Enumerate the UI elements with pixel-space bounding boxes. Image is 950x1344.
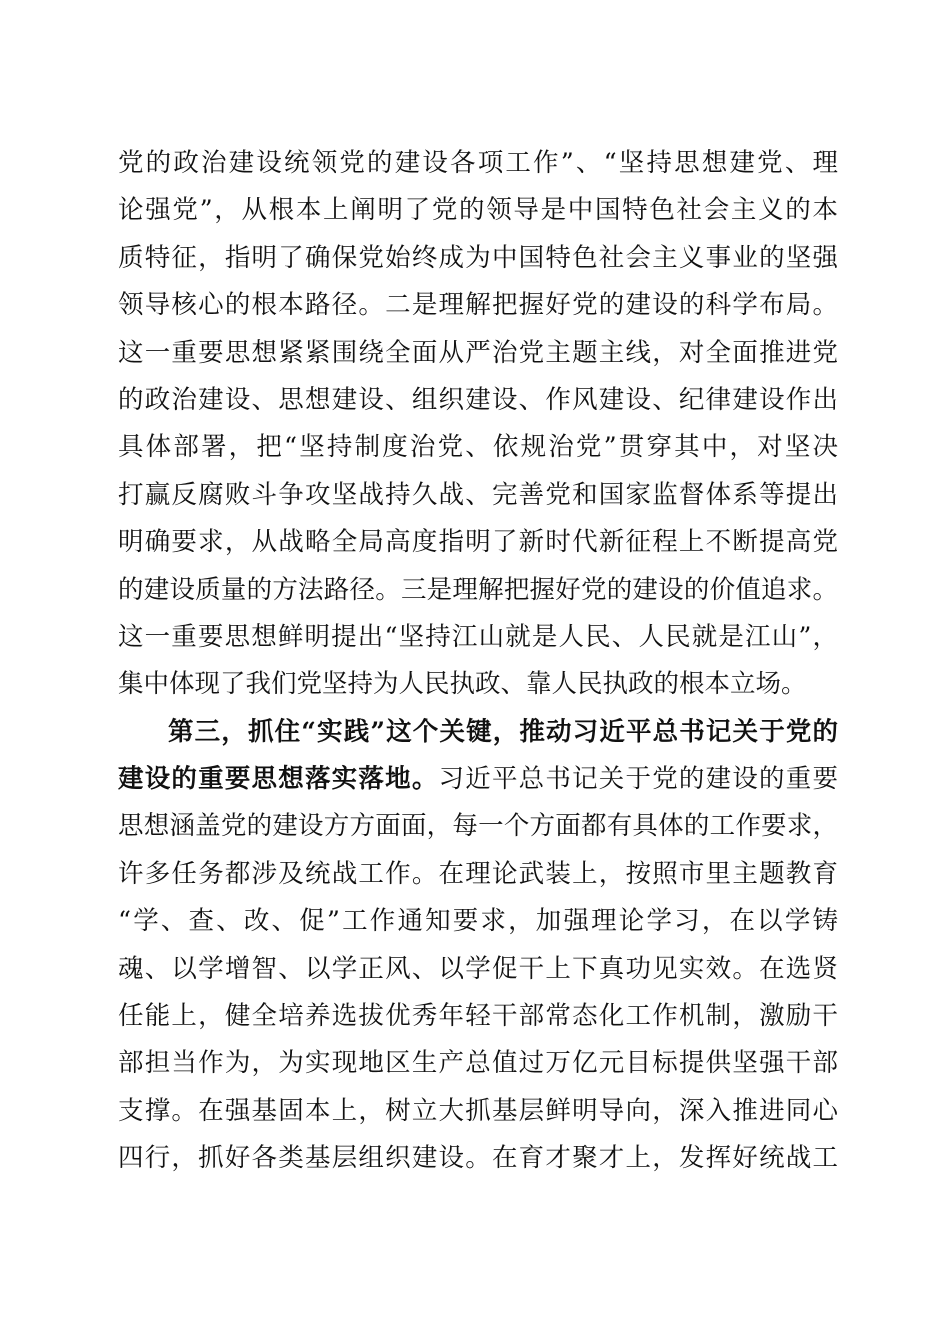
text-line: 许多任务都涉及统战工作。在理论武装上，按照市里主题教育 [118,858,838,889]
text-line: 这一重要思想紧紧围绕全面从严治党主题主线，对全面推进党 [118,337,838,368]
section-heading-continuation [118,756,838,803]
text-line: 明确要求，从战略全局高度指明了新时代新征程上不断提高党 [118,527,838,558]
text-line: 党的政治建设统领党的建设各项工作”、“坚持思想建党、理 [118,148,838,178]
text-line: 打赢反腐败斗争攻坚战持久战、完善党和国家监督体系等提出 [118,479,838,510]
text-line: 领导核心的根本路径。二是理解把握好党的建设的科学布局。 [118,290,838,321]
text-line: 具体部署，把“坚持制度治党、依规治党”贯穿其中，对坚决 [118,432,838,463]
text-line: “学、查、改、促”工作通知要求，加强理论学习，在以学铸 [118,906,838,937]
section-heading-line: 第三，抓住“实践”这个关键，推动习近平总书记关于党的 [168,716,838,747]
text-line: 支撑。在强基固本上，树立大抓基层鲜明导向，深入推进同心 [118,1095,838,1126]
text-line: 四行，抓好各类基层组织建设。在育才聚才上，发挥好统战工 [118,1143,838,1174]
text-line: 这一重要思想鲜明提出“坚持江山就是人民、人民就是江山”， [118,621,838,652]
text-line: 思想涵盖党的建设方方面面，每一个方面都有具体的工作要求， [118,811,838,842]
text-line: 任能上，健全培养选拔优秀年轻干部常态化工作机制，激励干 [118,1001,838,1032]
text-line: 集中体现了我们党坚持为人民执政、靠人民执政的根本立场。 [118,669,807,700]
section-heading-bold: 建设的重要思想落实落地。 [118,764,439,795]
text-line: 论强党”，从根本上阐明了党的领导是中国特色社会主义的本 [118,195,838,226]
text-line: 魂、以学增智、以学正风、以学促干上下真功见实效。在选贤 [118,953,838,984]
text-line: 的建设质量的方法路径。三是理解把握好党的建设的价值追求。 [118,574,838,605]
text-line: 的政治建设、思想建设、组织建设、作风建设、纪律建设作出 [118,384,838,415]
text-line: 质特征，指明了确保党始终成为中国特色社会主义事业的坚强 [118,242,838,273]
text-line: 部担当作为，为实现地区生产总值过万亿元目标提供坚强干部 [118,1048,838,1079]
section-heading-rest: 习近平总书记关于党的建设的重要 [438,764,838,795]
body-text [118,140,838,1183]
